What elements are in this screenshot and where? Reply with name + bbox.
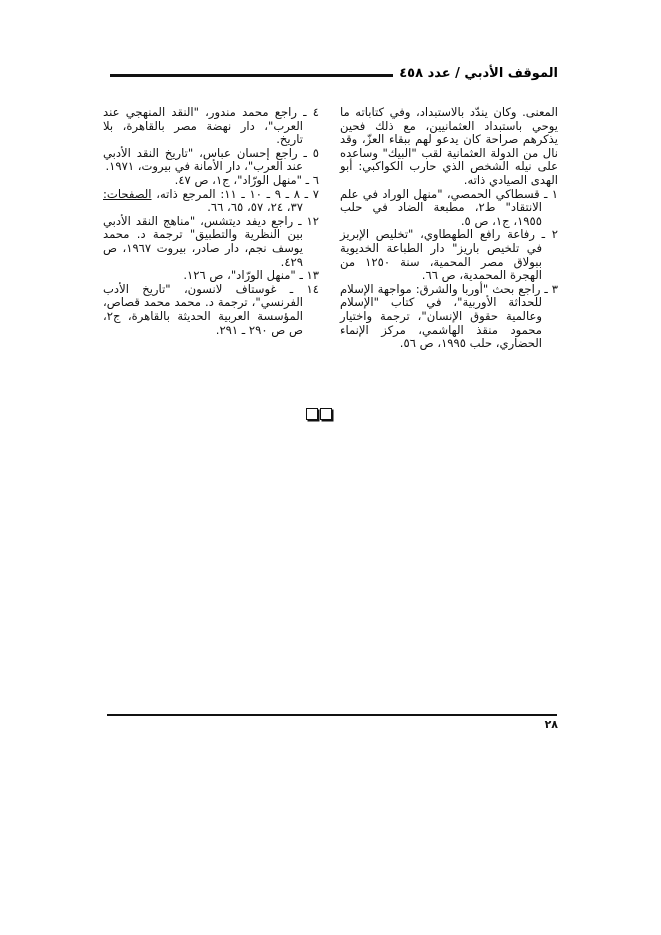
footer-rule [107,714,557,716]
footnote-6: ٦ ـ "منهل الورّاد"، ج١، ص ٤٧. [174,172,319,187]
footnote-7-11-text: ٧ ـ ٨ ـ ٩ ـ ١٠ ـ ١١: المرجع ذاته، [156,186,319,201]
footnote-13: ١٣ ـ "منهل الورّاد"، ص ١٢٦. [183,268,319,283]
end-of-article-mark [306,408,332,420]
page-number: ٢٨ [544,718,558,731]
footnote-12: ١٢ ـ راجع ديفد ديتشس، "مناهج النقد الأدبي بين النظرية والتطبيق" ترجمة د. محمد يوسف نجم، دار صادر، بيروت ١٩٦٧، ص ٤٢٩. [103,213,319,269]
left-column [103,106,319,337]
running-header [110,62,558,84]
footnote-7-11 [103,188,319,215]
footnote-1: ١ ـ قسطاكي الحمصي، "منهل الوراد في علم الانتقاد" ط٢، مطبعة الضاد في حلب ١٩٥٥، ج١، ص ٥. [340,186,558,228]
footnote-3: ٣ ـ راجع بحث "أوربا والشرق: مواجهة الإسلام للحداثة الأوربية"، في كتاب "الإسلام وعالمية حقوق الإنسان"، ترجمة واختيار محمود منقذ الهاشمي، مركز الإنماء الحضاري، حلب ١٩٩٥، ص ٥٦. [340,281,558,351]
square-icon [306,408,318,420]
pages-label: الصفحات: [103,186,152,201]
header-rule [110,74,393,77]
pages-values: ٣٧، ٢٤، ٥٧، ٦٥، ٦٦. [207,200,303,215]
footnote-5: ٥ ـ راجع إحسان عباس، "تاريخ النقد الأدبي عند العرب"، دار الأمانة في بيروت، ١٩٧١. [103,145,319,174]
body-paragraph: المعنى. وكان يندّد بالاستبداد، وفي كتاباته ما يوحي باستبداد العثمانيين، مع ذلك فحين يذكرهم صراحة كان يدعو لهم ببقاء العزّ، وقد نال من الدولة العثمانية لقب "البيك" وساعده على نيله الشخص الذي حارب الكواكبي: أبو الهدى الصيادي ذاته. [340,105,558,187]
square-icon [320,408,332,420]
journal-title: الموقف الأدبي / عدد ٤٥٨ [399,65,558,81]
footnote-2: ٢ ـ رفاعة رافع الطهطاوي، "تخليص الإبريز في تلخيص باريز" دار الطباعة الخديوية ببولاق مصر المحمية، سنة ١٢٥٠ من الهجرة المحمدية، ص ٦٦. [340,227,558,283]
right-column [340,106,558,351]
footnote-4: ٤ ـ راجع محمد مندور، "النقد المنهجي عند العرب"، دار نهضة مصر بالقاهرة، بلا تاريخ. [103,105,319,147]
footnote-14: ١٤ ـ غوستاف لانسون، "تاريخ الأدب الفرنسي"، ترجمة د. محمد محمد قصاص، المؤسسة العربية الحديثة بالقاهرة، ج٢، ص ص ٢٩٠ ـ ٢٩١. [103,281,319,337]
